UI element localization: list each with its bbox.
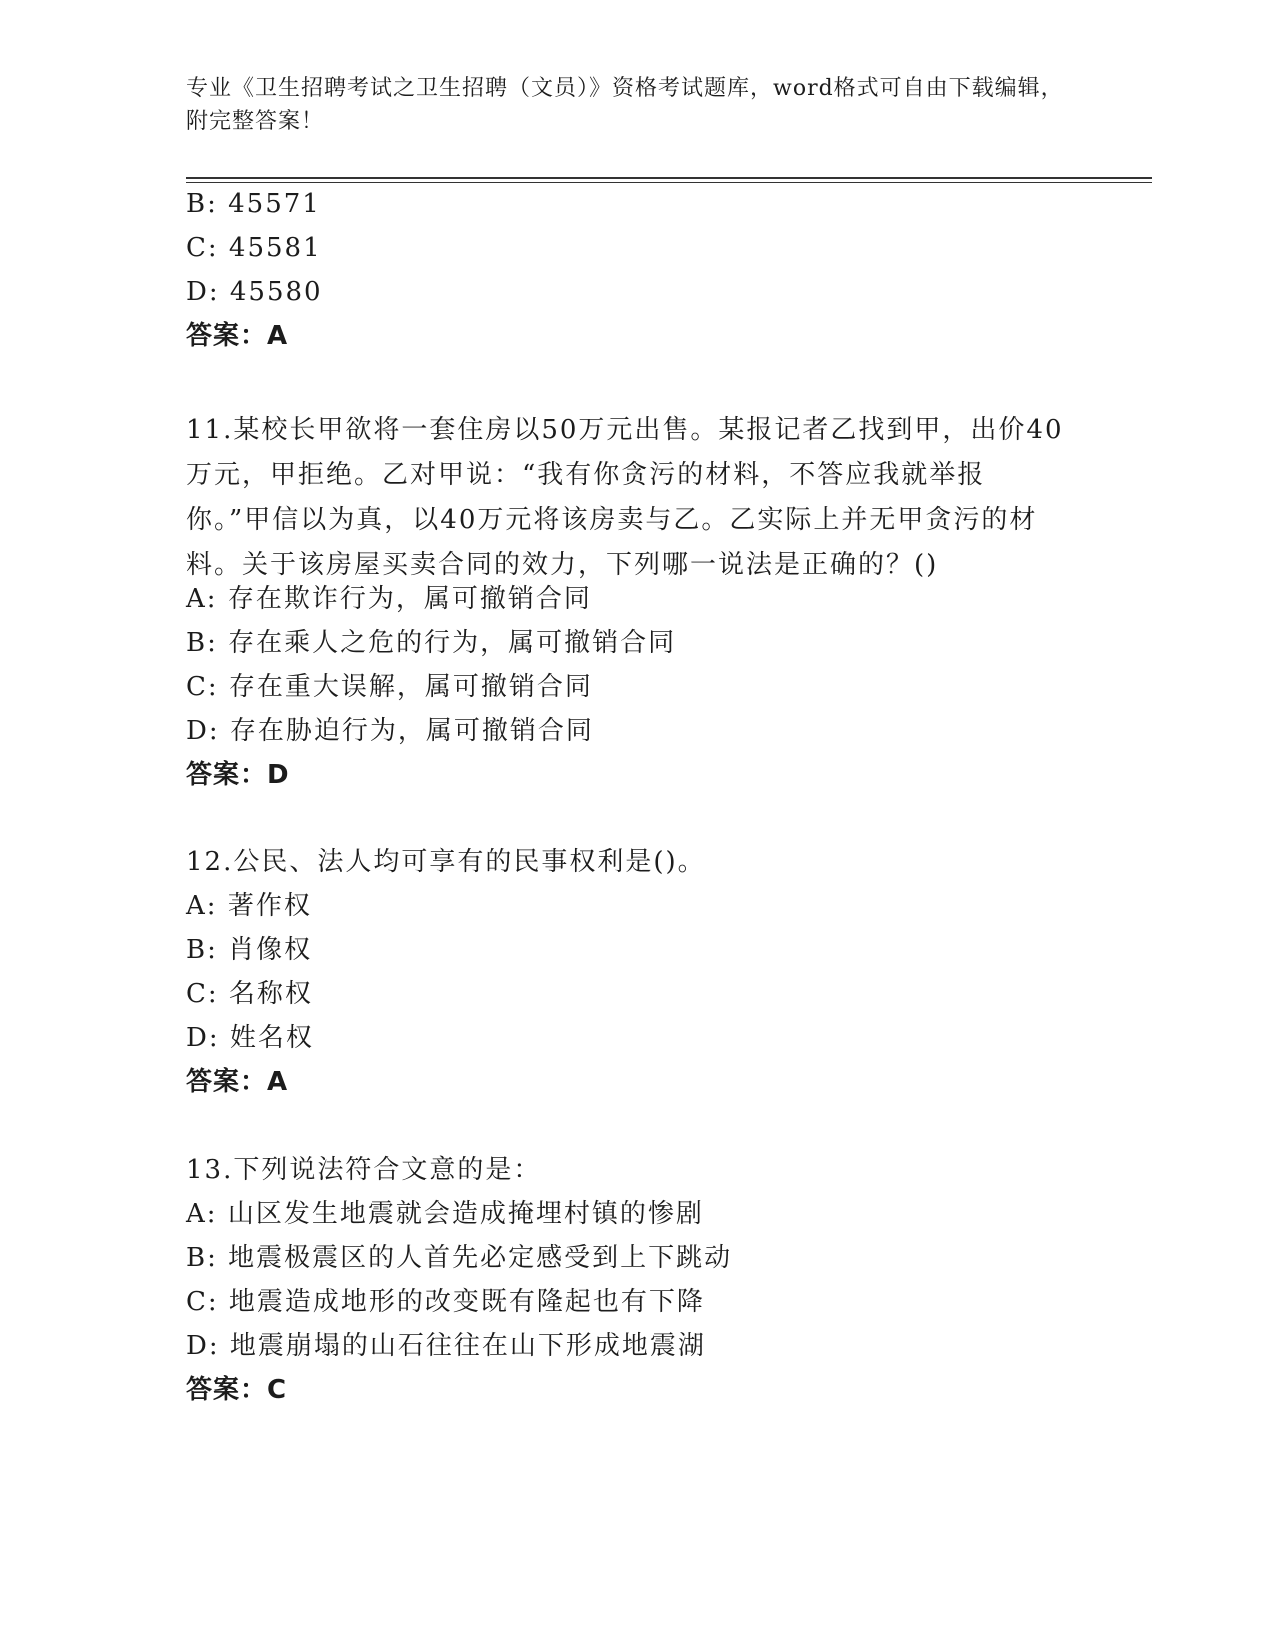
option-label: B: [186, 1243, 218, 1273]
option-c [186, 1284, 705, 1320]
option-label: C: [186, 233, 219, 263]
option-label: D: [186, 1331, 220, 1361]
option-c [186, 230, 322, 266]
header-rule-thin [186, 182, 1152, 183]
option-b [186, 625, 676, 661]
option-d [186, 1020, 314, 1056]
document-header: 专业《卫生招聘考试之卫生招聘（文员）》资格考试题库，word格式可自由下载编辑，附完整答案！ [186, 76, 1064, 134]
option-b [186, 1240, 732, 1276]
question-11-stem: 11.某校长甲欲将一套住房以50万元出售。某报记者乙找到甲，出价40万元，甲拒绝。乙对甲说：“我有你贪污的材料，不答应我就举报你。”甲信以为真，以40万元将该房卖与乙。乙实际上并无甲贪污的材料。关于该房屋买卖合同的效力，下列哪一说法是正确的？() [186, 415, 1064, 580]
option-d [186, 274, 323, 310]
option-text: 45580 [229, 277, 323, 307]
option-text: 地震造成地形的改变既有隆起也有下降 [228, 1287, 705, 1317]
option-text: 名称权 [228, 979, 313, 1009]
answer-line: 答案：A [186, 1067, 289, 1097]
option-label: A: [186, 584, 218, 614]
option-b [186, 186, 321, 222]
option-a [186, 1196, 704, 1232]
option-label: B: [186, 628, 218, 658]
option-text: 地震极震区的人首先必定感受到上下跳动 [228, 1243, 733, 1273]
option-text: 山区发生地震就会造成掩埋村镇的惨剧 [227, 1199, 704, 1229]
option-d [186, 1328, 706, 1364]
option-text: 45581 [228, 233, 322, 263]
option-b [186, 932, 312, 968]
option-text: 著作权 [227, 891, 312, 921]
option-c [186, 669, 593, 705]
option-text: 肖像权 [228, 935, 313, 965]
option-label: B: [186, 189, 218, 219]
option-text: 存在重大误解，属可撤销合同 [228, 672, 593, 702]
option-text: 存在胁迫行为，属可撤销合同 [229, 716, 594, 746]
option-label: B: [186, 935, 218, 965]
answer-line: 答案：A [186, 321, 289, 351]
answer-line: 答案：C [186, 1375, 288, 1405]
option-label: C: [186, 672, 219, 702]
option-c [186, 976, 313, 1012]
option-label: A: [186, 1199, 218, 1229]
option-text: 姓名权 [229, 1023, 314, 1053]
option-text: 地震崩塌的山石往往在山下形成地震湖 [229, 1331, 706, 1361]
option-a [186, 581, 592, 617]
option-d [186, 713, 594, 749]
option-label: A: [186, 891, 218, 921]
option-text: 存在欺诈行为，属可撤销合同 [227, 584, 592, 614]
option-text: 存在乘人之危的行为，属可撤销合同 [228, 628, 677, 658]
option-label: D: [186, 716, 220, 746]
option-label: C: [186, 979, 219, 1009]
option-text: 45571 [228, 189, 321, 219]
answer-line: 答案：D [186, 760, 290, 790]
question-12-stem: 12.公民、法人均可享有的民事权利是()。 [186, 847, 706, 877]
header-rule-thick [186, 177, 1152, 179]
option-label: D: [186, 1023, 220, 1053]
option-label: C: [186, 1287, 219, 1317]
option-a [186, 888, 312, 924]
question-13-stem: 13.下列说法符合文意的是： [186, 1155, 542, 1185]
option-label: D: [186, 277, 220, 307]
